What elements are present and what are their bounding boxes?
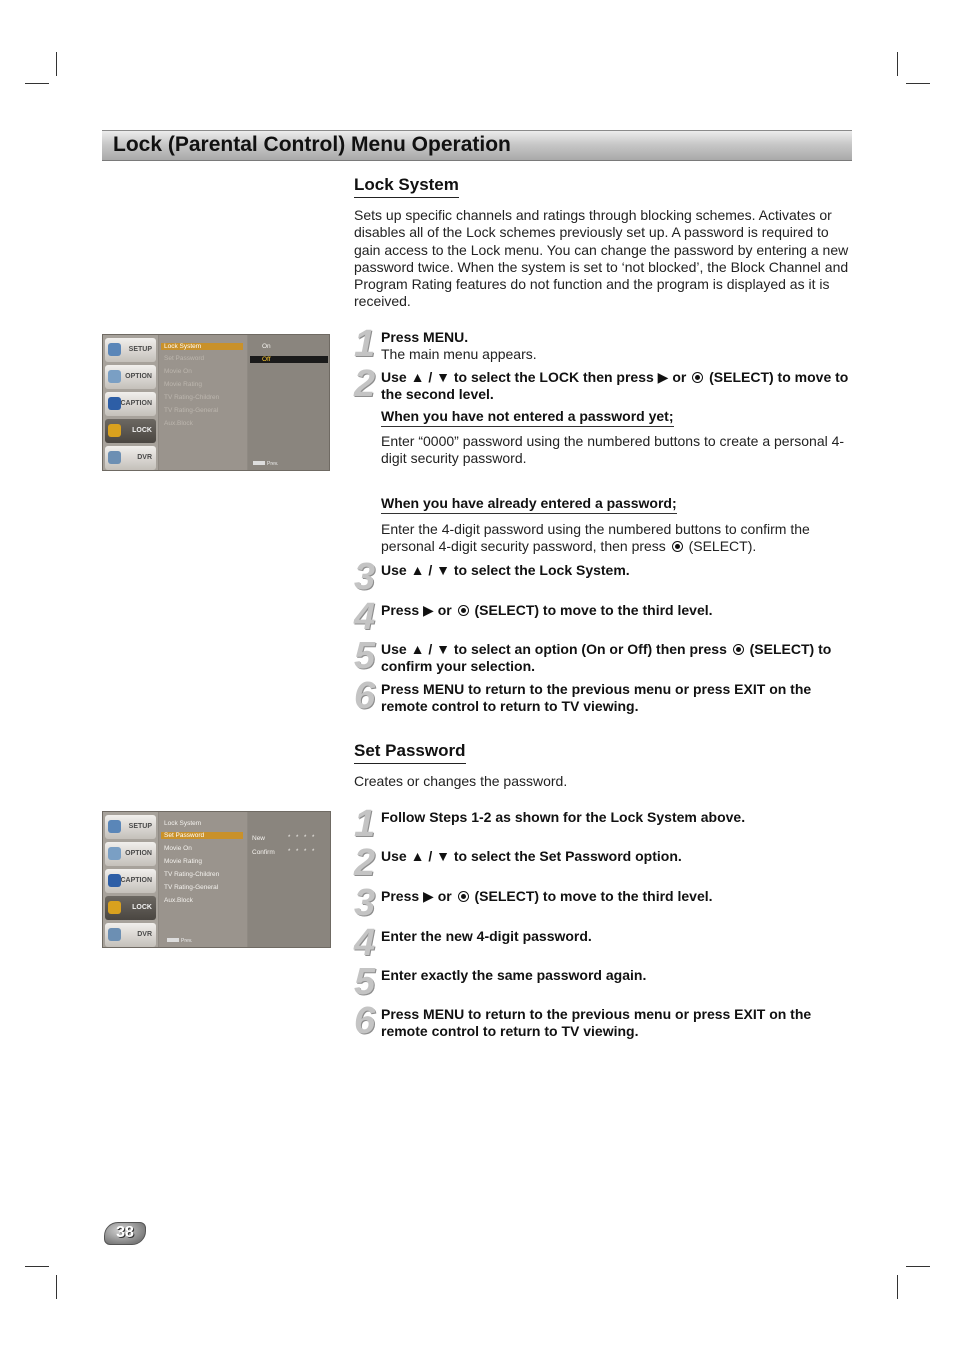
select-icon xyxy=(458,891,469,902)
prev-button-icon xyxy=(253,461,265,465)
crop-mark xyxy=(25,83,49,84)
password-step-3 xyxy=(354,882,854,924)
set-password-menu-screenshot xyxy=(102,811,331,948)
step-instruction-cont: (SELECT) to move to the second level. xyxy=(381,369,849,403)
select-icon xyxy=(692,372,703,383)
step-number: 2 xyxy=(354,363,376,405)
option-on: On xyxy=(262,343,271,350)
title-bar xyxy=(102,130,852,161)
menu-button-option: OPTION xyxy=(105,365,156,389)
step-number: 5 xyxy=(354,961,376,1003)
setup-icon xyxy=(108,343,121,356)
crop-mark xyxy=(906,83,930,84)
caption-icon xyxy=(108,397,121,410)
menu-item: Movie Rating xyxy=(164,858,202,865)
menu-item: Movie Rating xyxy=(164,381,202,388)
step-result: The main menu appears. xyxy=(381,346,537,363)
dvr-icon xyxy=(108,451,121,464)
crop-mark xyxy=(56,52,57,76)
menu-item: Movie On xyxy=(164,845,192,852)
step-instruction: Follow Steps 1-2 as shown for the Lock System above. xyxy=(381,809,746,825)
lock-icon xyxy=(108,901,121,914)
step-number: 3 xyxy=(354,556,376,598)
crop-mark xyxy=(906,1266,930,1267)
lock-icon xyxy=(108,424,121,437)
menu-mid-column xyxy=(159,812,247,947)
menu-button-setup: SETUP xyxy=(105,815,156,839)
menu-footer: Prev. xyxy=(253,461,278,467)
step-number: 6 xyxy=(354,1000,376,1042)
option-icon xyxy=(108,847,121,860)
set-password-heading: Set Password xyxy=(354,741,466,764)
menu-left-column xyxy=(103,335,158,470)
lock-step-4 xyxy=(354,596,854,638)
step-instruction: Press MENU to return to the previous menu or press EXIT on the remote control to return to TV viewing. xyxy=(381,1006,812,1040)
menu-button-setup: SETUP xyxy=(105,338,156,362)
step-number: 4 xyxy=(354,922,376,964)
menu-item: TV Rating-General xyxy=(164,407,219,414)
menu-footer: Prev. xyxy=(167,938,192,944)
menu-button-dvr: DVR xyxy=(105,923,156,947)
step-instruction: Press ▶ or xyxy=(381,602,452,618)
password-step-4 xyxy=(354,922,854,964)
no-password-heading: When you have not entered a password yet; xyxy=(381,408,674,427)
crop-mark xyxy=(25,1266,49,1267)
step-instruction: Use ▲ / ▼ to select the Set Password option. xyxy=(381,848,682,864)
lock-system-intro: Sets up specific channels and ratings through blocking schemes. Activates or disables all of the Lock schemes previously set up. A password is required to gain access to the Lock menu. You can change the password by entering a new password twice. When the system is set to ‘not blocked’, the Block Channel and Program Rating features do not function and the program is displayed as it is received. xyxy=(354,207,849,310)
password-step-2 xyxy=(354,842,854,884)
step-number: 3 xyxy=(354,882,376,924)
option-off: Off xyxy=(250,356,328,363)
setup-icon xyxy=(108,820,121,833)
lock-system-menu-screenshot xyxy=(102,334,330,471)
password-step-6 xyxy=(354,1000,854,1042)
menu-item: Aux.Block xyxy=(164,420,193,427)
menu-item-lock-system: Lock System xyxy=(161,343,243,350)
has-password-text xyxy=(381,521,851,556)
has-password-text-b: (SELECT). xyxy=(688,538,757,555)
menu-button-option: OPTION xyxy=(105,842,156,866)
menu-item: Aux.Block xyxy=(164,897,193,904)
password-mask-confirm: * * * * xyxy=(288,849,317,855)
menu-right-column xyxy=(248,335,329,470)
password-step-5 xyxy=(354,961,854,1003)
prev-button-icon xyxy=(167,938,179,942)
step-instruction-cont: (SELECT) to confirm your selection. xyxy=(381,641,832,675)
step-number: 4 xyxy=(354,596,376,638)
password-mask-new: * * * * xyxy=(288,835,317,841)
menu-button-dvr: DVR xyxy=(105,446,156,470)
step-number: 5 xyxy=(354,635,376,677)
menu-item: Movie On xyxy=(164,368,192,375)
menu-item-set-password: Set Password xyxy=(161,832,243,839)
step-instruction: Use ▲ / ▼ to select the LOCK then press ▶ or xyxy=(381,369,687,385)
step-instruction: Enter the new 4-digit password. xyxy=(381,928,592,944)
password-field-confirm: Confirm xyxy=(252,849,275,856)
menu-item: TV Rating-General xyxy=(164,884,219,891)
set-password-intro: Creates or changes the password. xyxy=(354,773,568,789)
lock-step-2 xyxy=(354,363,854,405)
password-step-1 xyxy=(354,803,854,845)
step-number: 1 xyxy=(354,803,376,845)
menu-left-column xyxy=(103,812,158,947)
has-password-text-a: Enter the 4-digit password using the numbered buttons to confirm the personal 4-digit security password, then press xyxy=(381,521,810,555)
menu-item: Set Password xyxy=(164,355,205,362)
page-number: 38 xyxy=(116,1224,134,1241)
step-number: 6 xyxy=(354,675,376,717)
menu-item: TV Rating-Children xyxy=(164,871,220,878)
select-icon xyxy=(672,541,683,552)
step-instruction: Use ▲ / ▼ to select the Lock System. xyxy=(381,562,630,578)
crop-mark xyxy=(56,1275,57,1299)
menu-mid-column xyxy=(159,335,247,470)
step-instruction: Press MENU. xyxy=(381,329,469,345)
crop-mark xyxy=(897,1275,898,1299)
menu-item: Lock System xyxy=(164,820,202,827)
menu-button-lock: LOCK xyxy=(105,896,156,920)
select-icon xyxy=(458,605,469,616)
step-number: 2 xyxy=(354,842,376,884)
has-password-heading: When you have already entered a password; xyxy=(381,495,677,514)
select-icon xyxy=(733,644,744,655)
caption-icon xyxy=(108,874,121,887)
lock-step-6 xyxy=(354,675,854,717)
step-instruction: Use ▲ / ▼ to select an option (On or Off) then press xyxy=(381,641,727,657)
lock-step-1 xyxy=(354,323,854,365)
page-title: Lock (Parental Control) Menu Operation xyxy=(113,133,511,156)
menu-right-column xyxy=(248,812,330,947)
menu-item: TV Rating-Children xyxy=(164,394,220,401)
option-icon xyxy=(108,370,121,383)
step-instruction-cont: (SELECT) to move to the third level. xyxy=(474,602,713,618)
password-field-new: New xyxy=(252,835,266,842)
step-instruction-cont: (SELECT) to move to the third level. xyxy=(474,888,713,904)
page-number-badge xyxy=(104,1222,146,1245)
dvr-icon xyxy=(108,928,121,941)
lock-step-3 xyxy=(354,556,854,598)
step-instruction: Press ▶ or xyxy=(381,888,452,904)
crop-mark xyxy=(897,52,898,76)
lock-step-5 xyxy=(354,635,854,677)
menu-button-lock: LOCK xyxy=(105,419,156,443)
step-instruction: Press MENU to return to the previous menu or press EXIT on the remote control to return to TV viewing. xyxy=(381,681,812,715)
menu-button-caption: CAPTION xyxy=(105,869,156,893)
step-instruction: Enter exactly the same password again. xyxy=(381,967,647,983)
no-password-text: Enter “0000” password using the numbered buttons to create a personal 4-digit security password. xyxy=(381,433,845,467)
menu-button-caption: CAPTION xyxy=(105,392,156,416)
step-number: 1 xyxy=(354,323,376,365)
lock-system-heading: Lock System xyxy=(354,175,459,198)
